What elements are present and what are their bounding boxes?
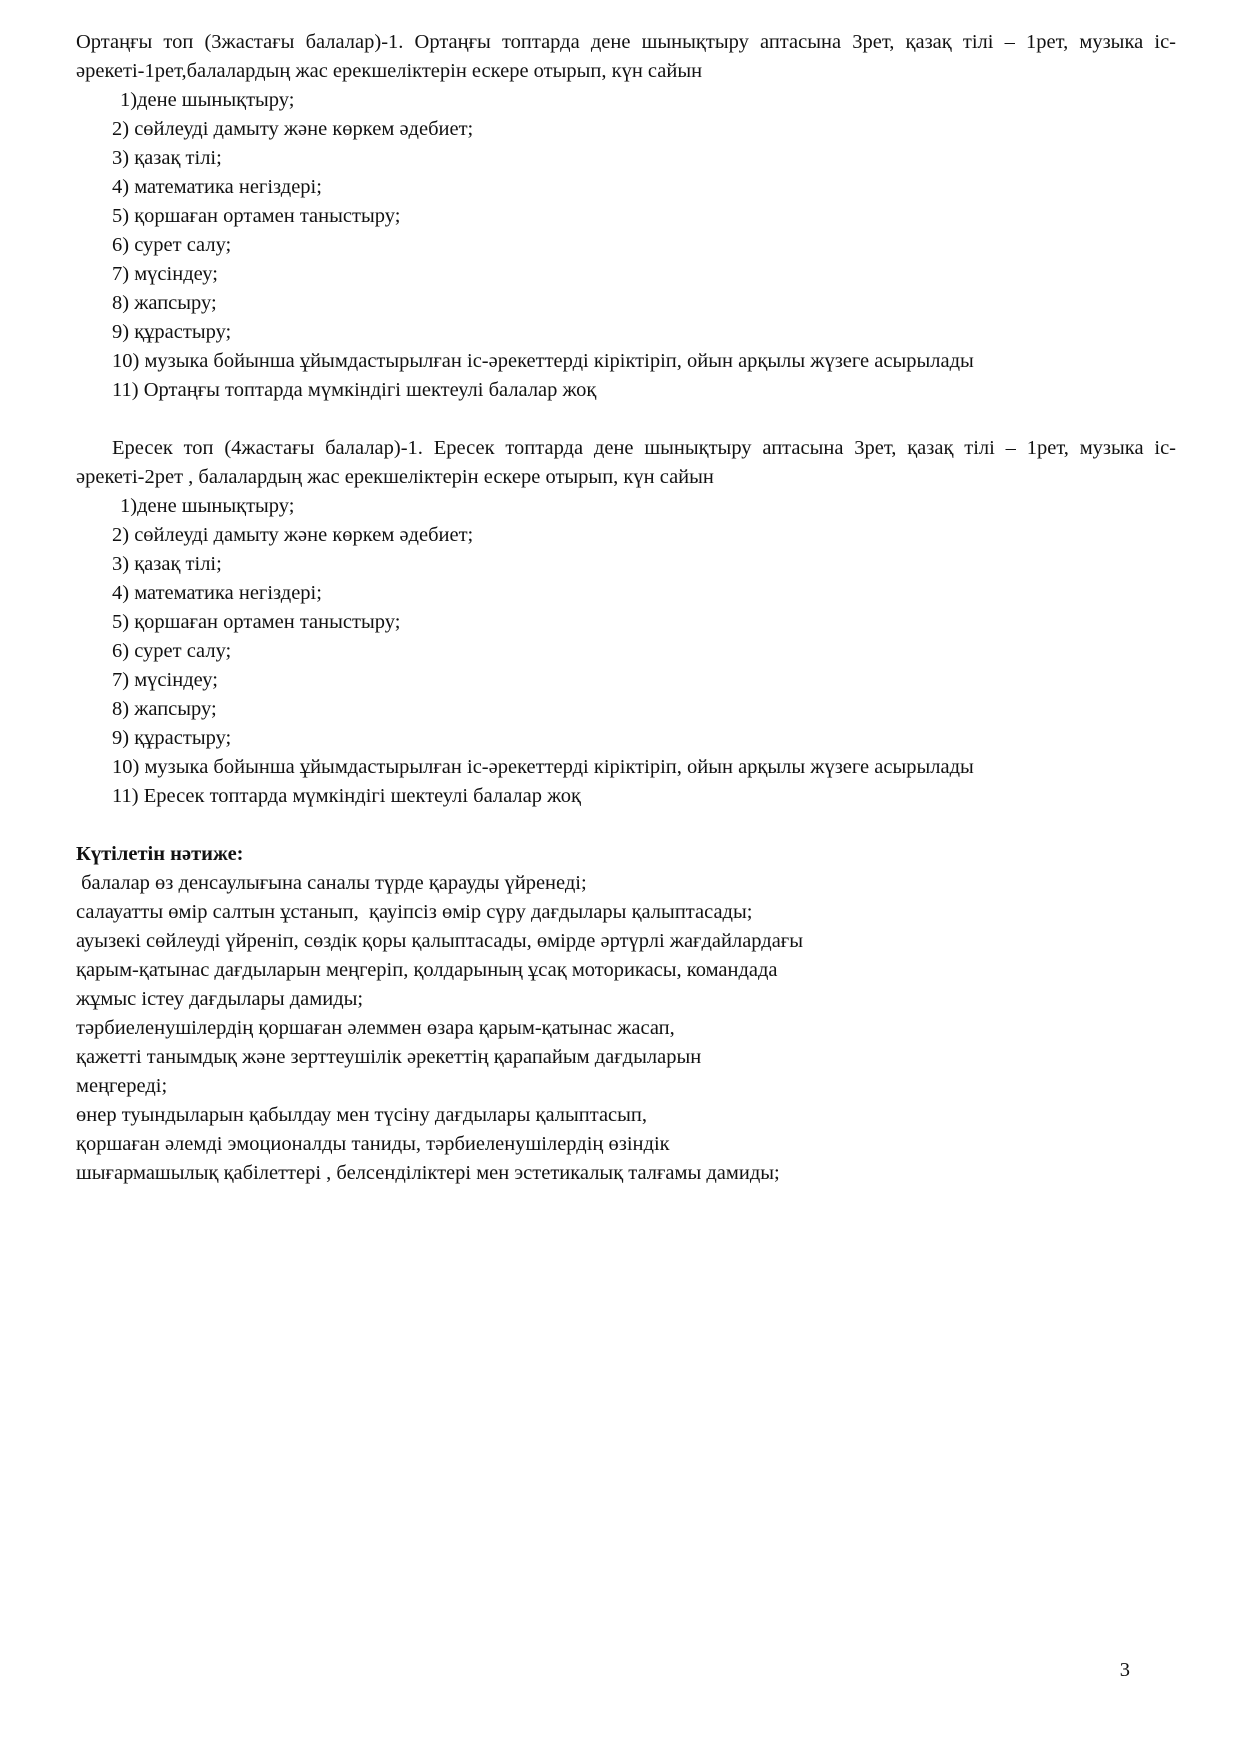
- text-line: тәрбиеленушілердің қоршаған әлеммен өзара қарым-қатынас жасап,: [76, 1017, 675, 1039]
- list-item: 1)дене шынықтыру;: [120, 89, 295, 111]
- list-item: 3) қазақ тілі;: [112, 553, 222, 575]
- list-item: 9) құрастыру;: [112, 321, 232, 343]
- text-line: жұмыс істеу дағдылары дамиды;: [76, 988, 364, 1010]
- senior-group-intro: Ересек топ (4жастағы балалар)-1. Ересек топтарда дене шынықтыру аптасына 3рет, қазақ тілі – 1рет, музыка іс-әрекеті-2рет , балалардың жас ерекшеліктерін ескере отырып, күн сайын: [76, 437, 1176, 488]
- text-line: қажетті танымдық және зерттеушілік әрекеттің қарапайым дағдыларын: [76, 1046, 702, 1068]
- middle-group-intro: Ортаңғы топ (3жастағы балалар)-1. Ортаңғы топтарда дене шынықтыру аптасына 3рет, қазақ тілі – 1рет, музыка іс-әрекеті-1рет,балалардың жас ерекшеліктерін ескере отырып, күн сайын: [76, 31, 1176, 82]
- text-line: өнер туындыларын қабылдау мен түсіну дағдылары қалыптасып,: [76, 1104, 648, 1126]
- list-item: 10) музыка бойынша ұйымдастырылған іс-әрекеттерді кіріктіріп, ойын арқылы жүзеге асырылады: [112, 756, 974, 778]
- text-line: салауатты өмір салтын ұстанып, қауіпсіз өмір сүру дағдылары қалыптасады;: [76, 901, 753, 923]
- list-item: 11) Ортаңғы топтарда мүмкіндігі шектеулі балалар жоқ: [112, 379, 597, 401]
- text-line: меңгереді;: [76, 1075, 168, 1097]
- list-item: 7) мүсіндеу;: [112, 263, 218, 285]
- text-line: қарым-қатынас дағдыларын меңгеріп, қолдарының ұсақ моторикасы, командада: [76, 959, 778, 981]
- list-item: 10) музыка бойынша ұйымдастырылған іс-әрекеттерді кіріктіріп, ойын арқылы жүзеге асырылады: [112, 350, 974, 372]
- list-item: 3) қазақ тілі;: [112, 147, 222, 169]
- list-item: 5) қоршаған ортамен таныстыру;: [112, 205, 401, 227]
- senior-group-list: [76, 492, 1176, 811]
- document-body: [76, 28, 1176, 1188]
- list-item: 5) қоршаған ортамен таныстыру;: [112, 611, 401, 633]
- text-line: ауызекі сөйлеуді үйреніп, сөздік қоры қалыптасады, өмірде әртүрлі жағдайлардағы: [76, 930, 803, 952]
- list-item: 4) математика негіздері;: [112, 176, 322, 198]
- text-line: қоршаған әлемді эмоционалды таниды, тәрбиеленушілердің өзіндік: [76, 1133, 670, 1155]
- list-item: 8) жапсыру;: [112, 698, 217, 720]
- section-spacer: [76, 405, 1176, 434]
- list-item: 2) сөйлеуді дамыту және көркем әдебиет;: [112, 118, 474, 140]
- list-item: 9) құрастыру;: [112, 727, 232, 749]
- section-spacer: [76, 811, 1176, 840]
- list-item: 4) математика негіздері;: [112, 582, 322, 604]
- list-item: 8) жапсыру;: [112, 292, 217, 314]
- expected-result-heading: Күтілетін нәтиже:: [76, 843, 244, 865]
- list-item: 11) Ересек топтарда мүмкіндігі шектеулі балалар жоқ: [112, 785, 581, 807]
- list-item: 7) мүсіндеу;: [112, 669, 218, 691]
- list-item: 6) сурет салу;: [112, 234, 232, 256]
- page-number: 3: [1119, 1659, 1130, 1681]
- list-item: 2) сөйлеуді дамыту және көркем әдебиет;: [112, 524, 474, 546]
- text-line: шығармашылық қабілеттері , белсенділіктері мен эстетикалық талғамы дамиды;: [76, 1162, 780, 1184]
- text-line: балалар өз денсаулығына саналы түрде қарауды үйренеді;: [76, 872, 587, 894]
- expected-result-text: [76, 869, 1176, 1188]
- list-item: 1)дене шынықтыру;: [120, 495, 295, 517]
- list-item: 6) сурет салу;: [112, 640, 232, 662]
- middle-group-list: [76, 86, 1176, 405]
